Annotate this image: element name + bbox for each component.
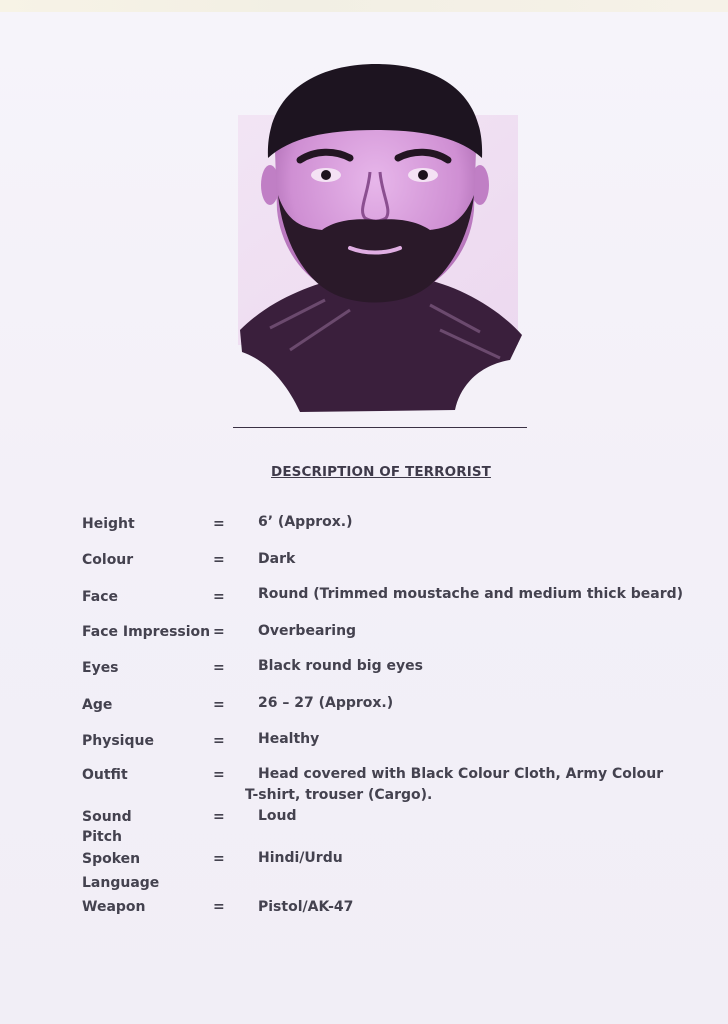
separator: = (213, 624, 225, 640)
suspect-sketch-icon (230, 60, 530, 420)
label-pitch: Pitch (82, 829, 123, 845)
label-physique: Physique (82, 733, 154, 749)
label-spoken: Spoken (82, 851, 141, 867)
value-face-impression: Overbearing (258, 623, 357, 639)
separator: = (213, 697, 225, 713)
separator: = (213, 552, 225, 568)
label-weapon: Weapon (82, 899, 146, 915)
value-eyes: Black round big eyes (258, 658, 423, 674)
value-colour: Dark (258, 551, 296, 567)
separator: = (213, 516, 225, 532)
label-face-impression: Face Impression (82, 624, 211, 640)
signature-line (233, 427, 527, 428)
scan-top-edge (0, 0, 728, 12)
separator: = (213, 767, 225, 783)
value-age: 26 – 27 (Approx.) (258, 695, 394, 711)
value-outfit: Head covered with Black Colour Cloth, Army Colour (258, 766, 664, 782)
label-outfit: Outfit (82, 767, 128, 783)
value-sound-pitch: Loud (258, 808, 297, 824)
value-weapon: Pistol/AK-47 (258, 899, 354, 915)
value-face: Round (Trimmed moustache and medium thick beard) (258, 586, 684, 602)
separator: = (213, 899, 225, 915)
value-outfit-line2: T-shirt, trouser (Cargo). (245, 787, 433, 803)
label-age: Age (82, 697, 113, 713)
value-spoken-language: Hindi/Urdu (258, 850, 343, 866)
label-face: Face (82, 589, 118, 605)
label-language: Language (82, 875, 160, 891)
separator: = (213, 589, 225, 605)
value-physique: Healthy (258, 731, 320, 747)
separator: = (213, 809, 225, 825)
page-title: DESCRIPTION OF TERRORIST (271, 464, 491, 480)
label-colour: Colour (82, 552, 134, 568)
separator: = (213, 733, 225, 749)
suspect-sketch-image (230, 60, 530, 420)
separator: = (213, 851, 225, 867)
label-eyes: Eyes (82, 660, 119, 676)
separator: = (213, 660, 225, 676)
label-height: Height (82, 516, 135, 532)
label-sound: Sound (82, 809, 132, 825)
value-height: 6’ (Approx.) (258, 514, 353, 530)
